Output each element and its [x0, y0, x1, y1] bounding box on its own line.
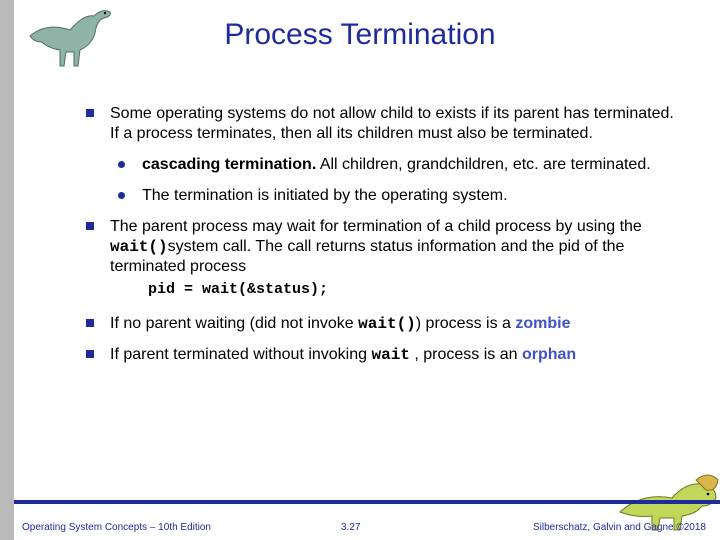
bullet-child-exists [86, 104, 686, 144]
code-wait: wait() [358, 315, 416, 333]
code-wait: wait() [110, 238, 168, 256]
bullet-text: The termination is initiated by the operating system. [142, 187, 508, 204]
bullet-parent-wait [86, 217, 686, 277]
term-zombie: zombie [515, 315, 571, 332]
bullet-zombie [86, 314, 686, 334]
footer-book-title: Operating System Concepts – 10th Edition [22, 522, 211, 533]
subbullet-cascading [86, 155, 686, 175]
footer-rule [14, 500, 720, 504]
bullet-orphan [86, 345, 686, 365]
slide-content [86, 104, 686, 376]
slide-title: Process Termination [224, 18, 496, 51]
term-cascading-termination: cascading termination. [142, 156, 317, 173]
bullet-text: If no parent waiting (did not invoke [110, 315, 359, 332]
subbullet-initiated-by-os [86, 186, 686, 206]
bullet-text: system call. The call returns status information and the pid of the terminated process [110, 238, 625, 275]
bullet-text: ) process is a [415, 315, 516, 332]
left-sidebar-bar [0, 0, 14, 540]
term-orphan: orphan [521, 346, 577, 363]
code-wait: wait [371, 346, 410, 364]
bullet-text: The parent process may wait for termination of a child process by using the [110, 218, 642, 235]
bullet-text: If parent terminated without invoking [110, 346, 372, 363]
bullet-text: Some operating systems do not allow child to exists if its parent has terminated. If a process terminates, then all its children must also be terminated. [110, 105, 674, 142]
footer-authors: Silberschatz, Galvin and Gagne ©2018 [532, 522, 706, 533]
bullet-text: All children, grandchildren, etc. are terminated. [316, 156, 651, 173]
footer-page-number: 3.27 [341, 522, 361, 533]
code-example: pid = wait(&status); [148, 281, 329, 298]
bullet-text: , process is an [409, 346, 522, 363]
